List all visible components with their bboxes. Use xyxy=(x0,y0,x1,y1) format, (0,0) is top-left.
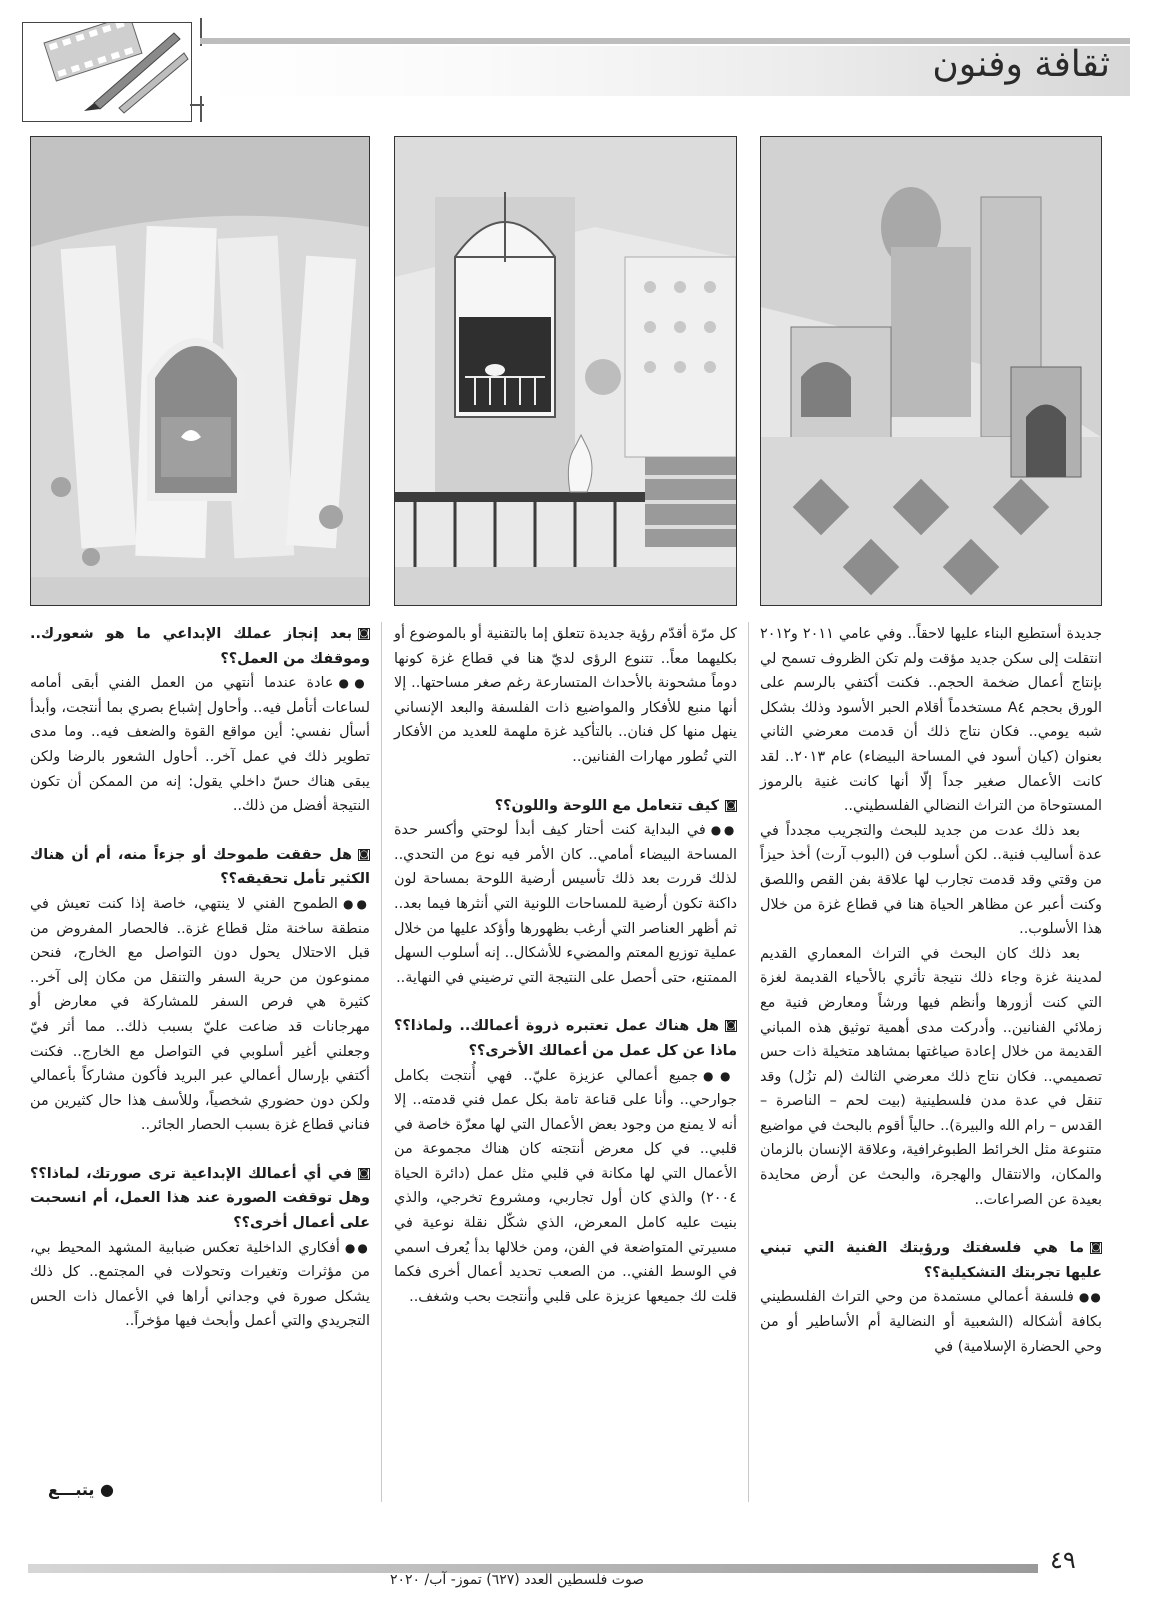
interview-question xyxy=(394,1014,737,1063)
paragraph: بعد ذلك كان البحث في التراث المعماري القديم لمدينة غزة وجاء ذلك نتيجة تأثري بالأحياء القديمة لغزة التي كنت أزورها وأنظم فيها ورشاً ومعارض فنية مع زملائي الفنانين.. وأدركت مدى أهمية توثيق هذه المباني القديمة من خلال إعادة صياغتها بمشاهد متخيلة ذات حس تصميمي.. فكان نتاج ذلك معرضي الثالث (لم تزُل) وقد تنقل في عدة مدن فلسطينية (بيت لحم – الناصرة – القدس – رام الله والبيرة).. حالياً أقوم بالبحث في مواضيع متنوعة مثل الخرائط الطبوغرافية، وعلاقة الإنسان بالزمان والمكان، والانتقال والهجرة، والبحث عن أرض محايدة بعيدة عن الصراعات.. xyxy=(760,945,1102,1208)
question-text: هل هناك عمل تعتبره ذروة أعمالك.. ولماذا؟؟ ماذا عن كل عمل من أعمالك الأخرى؟؟ xyxy=(394,1018,737,1059)
page-number: ٤٩ xyxy=(1050,1546,1076,1574)
header-divider-tick xyxy=(190,104,204,106)
interview-question xyxy=(30,622,370,671)
column-separator xyxy=(748,622,749,1502)
square-marker-icon: ◙ xyxy=(726,1020,736,1032)
artwork-image xyxy=(31,137,369,605)
double-dot-icon: ●● xyxy=(1078,1290,1102,1305)
square-marker-icon: ◙ xyxy=(359,848,369,860)
interview-answer xyxy=(30,892,370,1138)
magazine-logo xyxy=(22,22,192,122)
interview-answer xyxy=(30,671,370,819)
answer-text: جميع أعمالي عزيزة عليّ.. فهي أُنتجت بكامل جوارحي.. وأنا على قناعة تامة بكل عمل فني قدمته.. إلا أنه لا يمنع من وجود بعض الأعمال التي لها معزّة خاصة في قلبي.. في كل معرض أنتجته كان هناك مجموعة من الأعمال التي لها مكانة في قلبي مثل عمل (دائرة الحياة ٢٠٠٤) والذي كان أول تجاربي، ومشروع تخرجي، والذي بنيت عليه كامل المعرض، الذي شكّل نقلة نوعية في مسيرتي المتواضعة في الفن، ومن خلالها بدأ يُعرف اسمي في الوسط الفني.. من الصعب تحديد أعمال أخرى فكما قلت لك جميعها عزيزة على قلبي وأنتجت بحب وشغف.. xyxy=(394,1067,737,1305)
paragraph: كل مرّة أقدّم رؤية جديدة تتعلق إما بالتقنية أو بالموضوع أو بكليهما معاً.. تتنوع الرؤى لديّ هنا في قطاع غزة كونها دوماً مشحونة بالأحداث المتسارعة رغم صغر مساحتها.. إلا أنها منبع للأفكار والمواضيع ذات الفلسفة والبعد الإنساني ينهل منها كل فنان.. بالتأكيد غزة ملهمة للعديد من الأفكار التي تُطور مهارات الفنانين.. xyxy=(394,626,737,765)
double-dot-icon: ●● xyxy=(338,676,370,691)
square-marker-icon: ◙ xyxy=(726,799,736,811)
square-marker-icon: ◙ xyxy=(1091,1242,1101,1254)
to-be-continued-text: يتبـــع xyxy=(48,1480,95,1499)
double-dot-icon: ●● xyxy=(344,1240,370,1255)
column-separator xyxy=(381,622,382,1502)
section-title: ثقافة وفنون xyxy=(932,44,1110,85)
answer-text: أفكاري الداخلية تعكس ضبابية المشهد المحيط بي، من مؤثرات وتغيرات وتحولات في المجتمع.. كل ذلك يشكل صورة في وجداني أراها في الأعمال ذات الحس التجريدي والتي أعمل وأبحث فيها مؤخراً.. xyxy=(30,1239,370,1330)
interview-question xyxy=(760,1236,1102,1285)
question-text: كيف تتعامل مع اللوحة واللون؟؟ xyxy=(494,797,719,814)
square-marker-icon: ◙ xyxy=(359,1167,369,1179)
bullet-icon: ● xyxy=(94,1480,114,1499)
to-be-continued xyxy=(48,1480,114,1499)
question-text: ما هي فلسفتك ورؤيتك الفنية التي تبني عليها تجربتك التشكيلية؟؟ xyxy=(760,1240,1102,1281)
paragraph: بعد ذلك عدت من جديد للبحث والتجريب مجدداً في عدة أساليب فنية.. لكن أسلوب فن (البوب آرت) أخذ حيزاً من وقتي وقد قدمت تجارب لها علاقة بفن القص واللصق وكنت أعبر عن مظاهر الحياة هنا في قطاع غزة من خلال هذا الأسلوب.. xyxy=(760,822,1102,938)
answer-text: الطموح الفني لا ينتهي، خاصة إذا كنت تعيش في منطقة ساخنة مثل قطاع غزة.. فالحصار المفروض من قبل الاحتلال يحول دون التواصل مع الخارج، فنحن ممنوعون من حرية السفر والتنقل من مكان إلى آخر.. كثيرة هي فرص السفر للمشاركة في معارض أو مهرجانات قد ضاعت عليّ بسبب ذلك.. مما أثر فيّ وجعلني أغير أسلوبي في التواصل مع الخارج.. فكنت أكتفي بإرسال أعمالي عبر البريد فأكون مشاركاً بأعمالي ولكن دون حضوري شخصياً، وللأسف هذا حال كثيرين من فناني قطاع غزة بسبب الحصار الجائر.. xyxy=(30,895,370,1134)
spacer xyxy=(760,1212,1102,1236)
double-dot-icon: ●● xyxy=(342,896,370,911)
question-text: بعد إنجاز عملك الإبداعي ما هو شعورك.. وموقفك من العمل؟؟ xyxy=(30,626,370,667)
painting-arch-bird xyxy=(30,136,370,606)
answer-text: في البداية كنت أحتار كيف أبدأ لوحتي وأكسر حدة المساحة البيضاء أمامي.. كان الأمر فيه نوع من التحدي.. لذلك قررت بعد ذلك تأسيس أرضية اللوحة بمساحة لون داكنة تكون أرضية للمساحات اللونية التي أنثرها فيما بعد.. ثم أظهر العناصر التي أرغب بظهورها وأؤكد عليها من خلال عملية توزيع المعتم والمضيء للأشكال.. إنه أسلوب السهل الممتنع، حتى أحصل على النتيجة التي ترضيني في النهاية.. xyxy=(394,822,737,986)
spacer xyxy=(30,1138,370,1162)
painting-window-cat xyxy=(394,136,737,606)
artwork-image xyxy=(761,137,1101,605)
question-text: هل حققت طموحك أو جزءاً منه، أم أن هناك الكثير تأمل تحقيقه؟؟ xyxy=(30,846,370,888)
section-header xyxy=(200,38,1130,96)
spacer xyxy=(394,990,737,1014)
interview-answer xyxy=(394,818,737,990)
issue-info: صوت فلسطين العدد (٦٢٧) تموز- آب/ ٢٠٢٠ xyxy=(390,1572,645,1588)
answer-text: فلسفة أعمالي مستمدة من وحي التراث الفلسطيني بكافة أشكاله (الشعبية أو النضالية أم الأساطير أو من وحي الحضارة الإسلامية) في xyxy=(760,1289,1102,1355)
artwork-image xyxy=(395,137,736,605)
interview-answer xyxy=(30,1236,370,1334)
film-pen-logo-icon xyxy=(24,23,191,120)
interview-question xyxy=(30,1162,370,1236)
double-dot-icon: ●● xyxy=(710,823,737,838)
article-column-right xyxy=(760,622,1102,1359)
spacer xyxy=(394,770,737,794)
interview-question xyxy=(394,794,737,819)
interview-answer xyxy=(394,1064,737,1310)
paragraph: جديدة أستطيع البناء عليها لاحقاً.. وفي عامي ٢٠١١ و٢٠١٢ انتقلت إلى سكن جديد مؤقت ولم تكن الظروف تسمح لي بإنتاج أعمال ضخمة الحجم.. فكنت أكتفي بالرسم على الورق بحجم A٤ مستخدماً أقلام الحبر الأسود وذلك بشكل شبه يومي.. فكان نتاج ذلك أن قدمت معرضي الثاني بعنوان (كيان أسود في المساحة البيضاء) عام ٢٠١٣.. لقد كانت الأعمال صغير جداً إلّا أنها كانت غنية بالرموز المستوحاة من التراث النضالي الفلسطيني.. xyxy=(760,626,1102,815)
spacer xyxy=(30,819,370,843)
square-marker-icon: ◙ xyxy=(359,628,369,639)
article-column-left xyxy=(30,622,370,1334)
question-text: في أي أعمالك الإبداعية ترى صورتك، لماذا؟؟ وهل توقفت الصورة عند هذا العمل، أم انسحبت على أعمال أخرى؟؟ xyxy=(30,1165,370,1232)
article-column-middle xyxy=(394,622,737,1309)
interview-question xyxy=(30,843,370,892)
answer-text: عادة عندما أنتهي من العمل الفني أبقى أمامه لساعات أتأمل فيه.. وأحاول إشباع بصري بما أنتجت، وأبدأ أسأل نفسي: أين مواقع القوة والضعف فيه.. وما مدى تطوير ذلك في عمل آخر.. أحاول الشعور بالرضا ولكن يبقى هناك حسّ داخلي يقول: إنه من الممكن أن تكون النتيجة أفضل من ذلك.. xyxy=(30,675,370,815)
interview-answer xyxy=(760,1285,1102,1359)
painting-houses-woman xyxy=(760,136,1102,606)
double-dot-icon: ●● xyxy=(703,1068,737,1083)
